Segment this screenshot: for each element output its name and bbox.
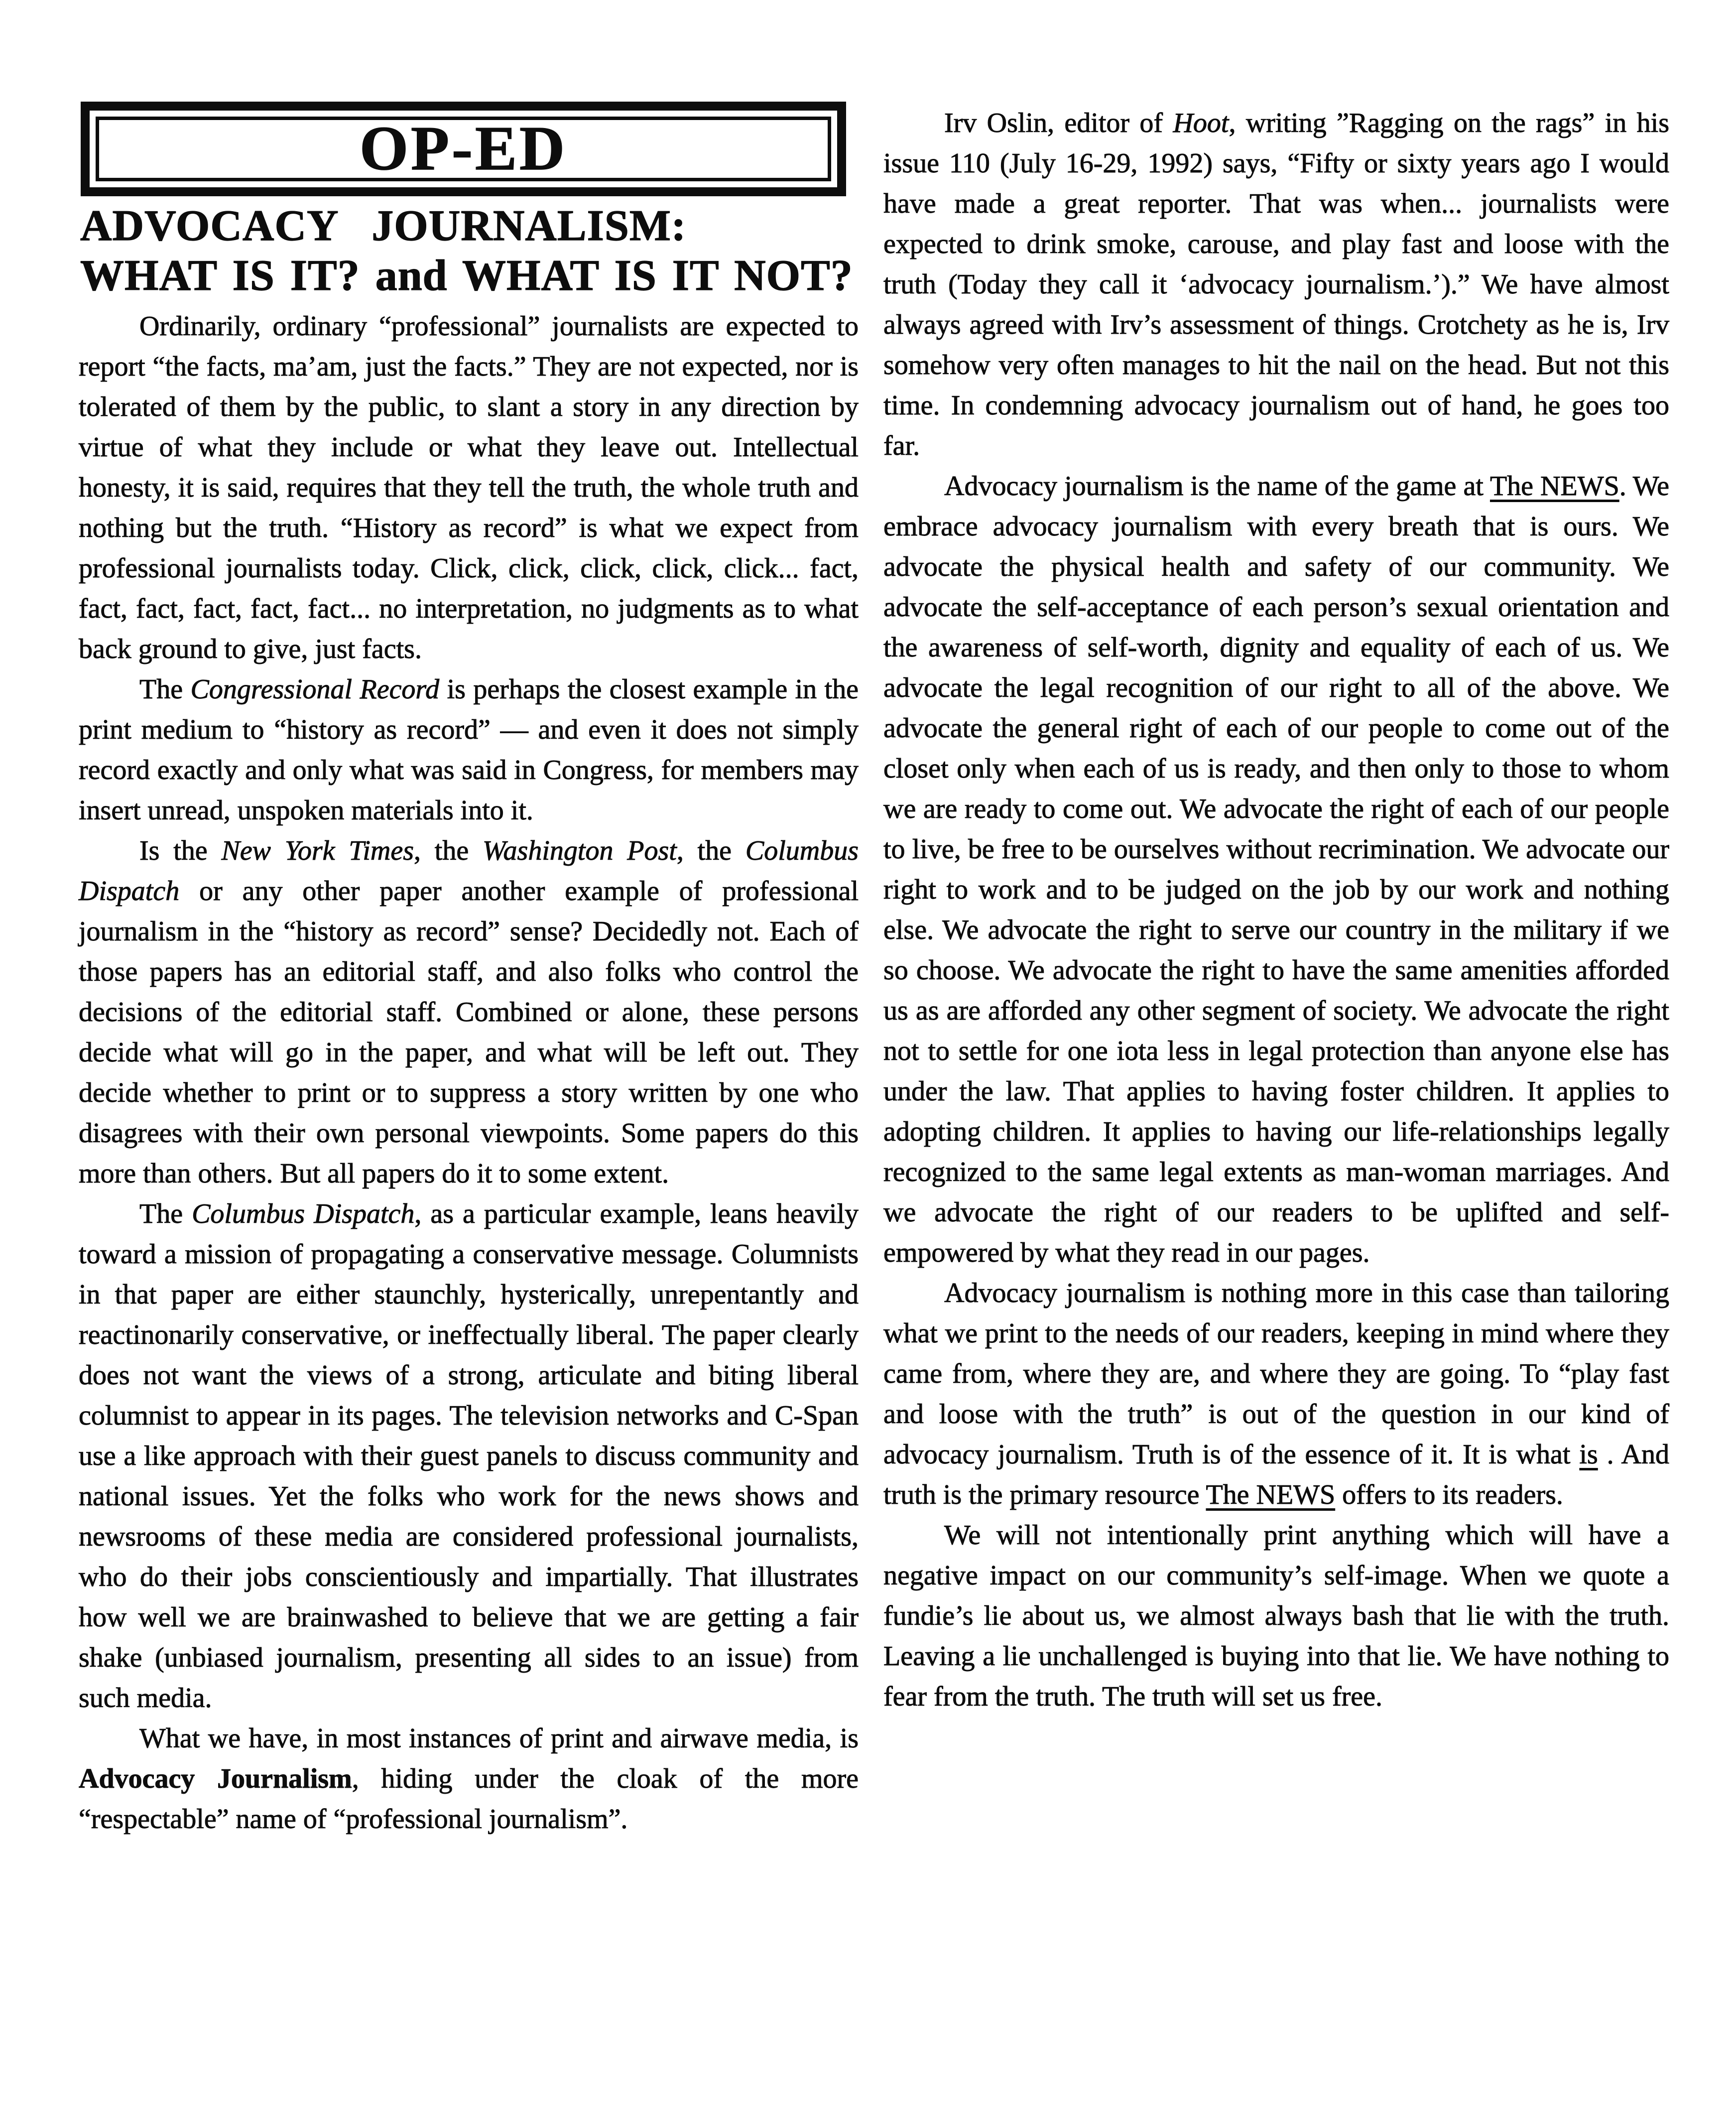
text-run: The NEWS <box>1489 471 1619 502</box>
text-run: , the <box>676 835 745 866</box>
text-run: Advocacy Journalism <box>79 1763 352 1794</box>
text-run: Columbus Dispatch <box>79 835 859 907</box>
oped-masthead-inner-border <box>96 114 831 183</box>
right-column <box>883 103 1669 1717</box>
text-run: Hoot <box>1173 108 1229 138</box>
text-run: is <box>1579 1439 1598 1470</box>
text-run: , as a particular example, leans heavily toward a mission of propagating a conservative message. Columnists in that paper are either staunchly, hysterically, unrepentantly and reactinonarily conservative, or ineffectually liberal. The paper clearly does not want the views of a strong, articulate and biting liberal columnist to appear in its pages. The television networks and C-Span use a like approach with their guest panels to discuss community and national issues. Yet the folks who work for the news shows and newsrooms of these media are considered professional journalists, who do their jobs conscientiously and impartially. That illustrates how well we are brainwashed to believe that we are getting a fair shake (unbiased journalism, presenting all sides to an issue) from such media. <box>79 1198 859 1713</box>
text-run: , writing ”Ragging on the rags” in his issue 110 (July 16-29, 1992) says, “Fifty or sixty years ago I would have made a great reporter. That was when... journalists were expected to drink smoke, carouse, and play fast and loose with the truth (Today they call it ‘advocacy journalism.’).” We have almost always agreed with Irv’s assessment of things. Crotchety as he is, Irv somehow very often manages to hit the nail on the head. But not this time. In condemning advocacy journalism out of hand, he goes too far. <box>883 108 1669 461</box>
text-run: Washington Post <box>483 835 677 866</box>
text-run: Columbus Dispatch <box>192 1198 415 1229</box>
paragraph <box>883 466 1669 1273</box>
article-headline <box>80 201 853 301</box>
headline-line1: ADVOCACY JOURNALISM: <box>80 202 687 250</box>
paragraph <box>883 1515 1669 1717</box>
text-run: . And truth is the primary resource <box>883 1439 1669 1510</box>
text-run: Ordinarily, ordinary “professional” journalists are expected to report “the facts, ma’am, just the facts.” They are not expected, nor is tolerated of them by the public, to slant a story in any direction by virtue of what they include or what they leave out. Intellectual honesty, it is said, requires that they tell the truth, the whole truth and nothing but the truth. “History as record” is what we expect from professional journalists today. Click, click, click, click, click... fact, fact, fact, fact, fact, fact... no interpretation, no judgments as to what back ground to give, just facts. <box>79 311 859 664</box>
oped-masthead-box <box>81 102 846 196</box>
text-run: or any other paper another example of professional journalism in the “history as record” sense? Decidedly not. Each of those papers has an editorial staff, and also folks who control the decisions of the editorial staff. Combined or alone, these persons decide what will go in the paper, and what will be left out. They decide whether to print or to suppress a story written by one who disagrees with their own personal viewpoints. Some papers do this more than others. But all papers do it to some extent. <box>79 876 859 1189</box>
text-run: is perhaps the closest example in the print medium to “history as record” — and even it does not simply record exactly and only what was said in Congress, for members may insert unread, unspoken materials into it. <box>79 674 859 826</box>
paragraph <box>79 669 859 831</box>
headline-line2: WHAT IS IT? and WHAT IS IT NOT? <box>80 252 853 300</box>
text-run: , hiding under the cloak of the more “respectable” name of “professional journalism”. <box>79 1763 859 1835</box>
text-run: The <box>139 674 191 705</box>
text-run: Irv Oslin, editor of <box>944 108 1173 138</box>
paragraph <box>79 1718 859 1840</box>
paragraph <box>883 103 1669 466</box>
text-run: The NEWS <box>1206 1479 1336 1510</box>
text-run: Congressional Record <box>190 674 440 705</box>
text-run: We will not intentionally print anything which will have a negative impact on our community’s self-image. When we quote a fundie’s lie about us, we almost always bash that lie with the truth. Leaving a lie unchallenged is buying into that lie. We have nothing to fear from the truth. The truth will set us free. <box>883 1520 1669 1712</box>
text-run: Is the <box>139 835 222 866</box>
text-run: New York Times <box>221 835 414 866</box>
text-run: , the <box>414 835 483 866</box>
paragraph <box>79 1194 859 1718</box>
paragraph <box>79 306 859 669</box>
text-run: What we have, in most instances of print and airwave media, is <box>139 1723 859 1754</box>
text-run: . We embrace advocacy journalism with every breath that is ours. We advocate the physical health and safety of our community. We advocate the self-acceptance of each person’s sexual orientation and the awareness of self-worth, dignity and equality of each of us. We advocate the legal recognition of our right to all of the above. We advocate the general right of each of our people to come out of the closet only when each of us is ready, and then only to those to whom we are ready to come out. We advocate the right of each of our people to live, be free to be ourselves without recrimination. We advocate our right to work and to be judged on the job by our work and nothing else. We advocate the right to serve our country in the military if we so choose. We advocate the right to have the same amenities afforded us as are afforded any other segment of society. We advocate the right not to settle for one iota less in legal protection than anyone else has under the law. That applies to having foster children. It applies to adopting children. It applies to having our life-relationships legally recognized to the same legal extents as man-woman marriages. And we advocate the right of our readers to be uplifted and self-empowered by what they read in our pages. <box>883 471 1670 1268</box>
oped-title: OP-ED <box>360 114 567 183</box>
paragraph <box>883 1273 1669 1515</box>
left-column <box>79 306 859 1840</box>
text-run: Advocacy journalism is the name of the game at <box>944 471 1490 502</box>
text-run: Advocacy journalism is nothing more in this case than tailoring what we print to the needs of our readers, keeping in mind where they came from, where they are, and where they are going. To “play fast and loose with the truth” is out of the question in our kind of advocacy journalism. Truth is of the essence of it. It is what <box>883 1278 1669 1470</box>
text-run: offers to its readers. <box>1335 1479 1563 1510</box>
paragraph <box>79 831 859 1194</box>
text-run: The <box>139 1198 192 1229</box>
